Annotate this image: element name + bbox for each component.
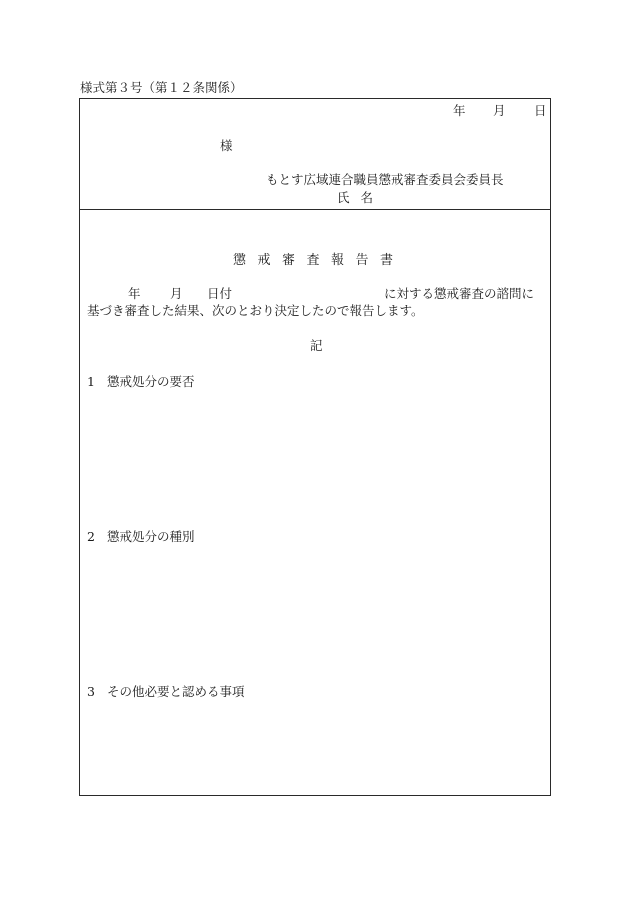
document-title: 懲戒審査報告書 xyxy=(233,253,405,268)
paragraph-month-label: 月 xyxy=(170,286,183,301)
paragraph-day-label: 日付 xyxy=(207,286,233,301)
paragraph-year-label: 年 xyxy=(128,286,141,301)
issuer-title: もとす広域連合職員懲戒審査委員会委員長 xyxy=(266,172,504,187)
list-item xyxy=(87,686,245,699)
date-month-label: 月 xyxy=(493,103,506,118)
date-year-label: 年 xyxy=(453,103,466,118)
paragraph-line2: 基づき審査した結果、次のとおり決定したので報告します。 xyxy=(87,303,424,318)
item-number: 1 xyxy=(87,374,95,389)
header-divider xyxy=(80,209,550,210)
ki-marker: 記 xyxy=(310,338,323,353)
name-label: 氏名 xyxy=(337,190,385,205)
item-number: 3 xyxy=(87,684,95,699)
item-text: 懲戒処分の要否 xyxy=(107,374,195,389)
paragraph-line1-rest: に対する懲戒審査の諮問に xyxy=(384,286,535,301)
item-text: 懲戒処分の種別 xyxy=(107,529,195,544)
item-number: 2 xyxy=(87,529,95,544)
form-number-label: 様式第３号（第１２条関係） xyxy=(80,80,243,95)
addressee-suffix: 様 xyxy=(220,138,233,153)
list-item xyxy=(87,376,195,389)
date-day-label: 日 xyxy=(534,103,547,118)
item-text: その他必要と認める事項 xyxy=(107,684,245,699)
list-item xyxy=(87,531,195,544)
